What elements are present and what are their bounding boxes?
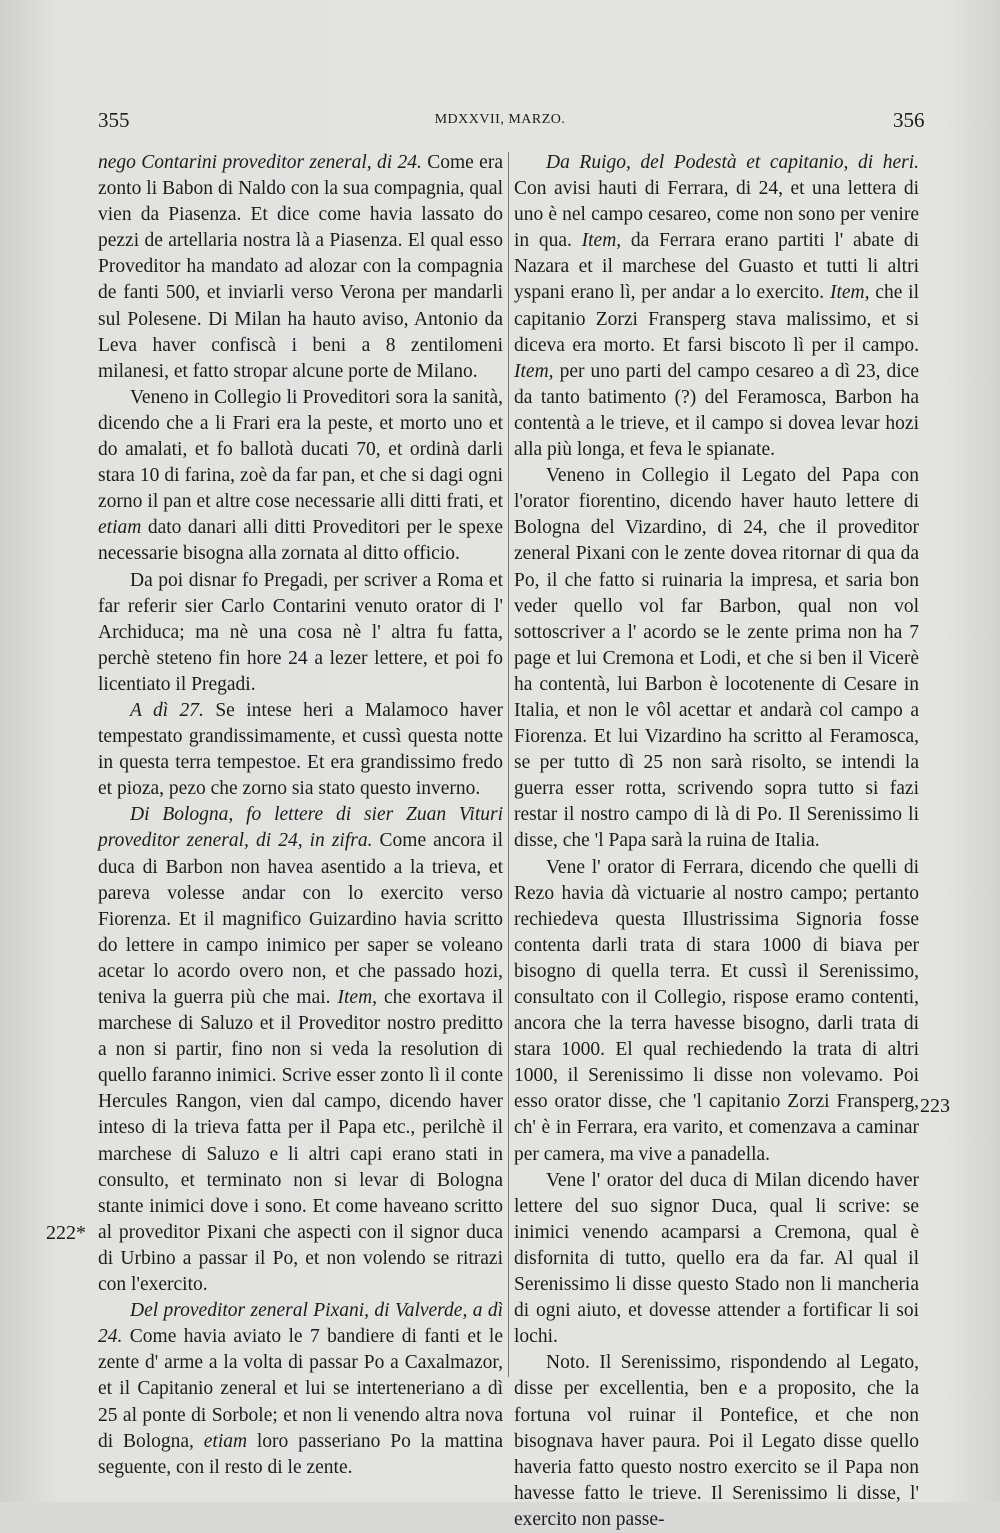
paragraph bbox=[98, 698, 503, 802]
column-divider bbox=[508, 152, 509, 1377]
left-column bbox=[98, 150, 503, 1481]
paragraph: Noto. Il Serenissimo, rispondendo al Legato, disse per excellentia, ben e a proposito, che la fortuna vol ruinar il Pontefice, et che non bisognava haver paura. Poi il Legato disse quello haveria fatto questo nostro exercito se il Papa non havesse fatto le trieve. Il Serenissimo li disse, l' exercito non passe- bbox=[514, 1352, 919, 1530]
italic-word: Item, bbox=[337, 987, 378, 1008]
italic-heading: Da Ruigo, del Podestà et capitanio, di heri. bbox=[546, 152, 919, 173]
paragraph-text: per uno parti del campo cesareo a dì 23, dice da tanto batimento (?) del Feramosca, Barbon ha contentà a le trieve, et il campo si dovea levar hozi alla più longa, et feva le spianate. bbox=[514, 360, 919, 461]
right-column bbox=[514, 150, 919, 1533]
paragraph-text: che exortava il marchese di Saluzo et il Proveditor nostro preditto a non si partir, fino non si veda la resolution di quello faranno inimici. Scrive esser zonto lì il conte Hercules Rangon, vien dal campo, dicendo haver inteso di la trieva fatta per il Papa etc., perilchè il marchese di Saluzo e li altri capi erano stati in consulto, et terminato non si levar di Bologna stante inimici dove i sono. Et come haveano scritto al proveditor Pixani che aspecti con il signor duca di Urbino a passar il Po, et non volendo se ritrazi con l'exercito. bbox=[98, 987, 503, 1296]
paragraph bbox=[98, 150, 503, 385]
running-title: MDXXVII, MARZO. bbox=[434, 112, 566, 127]
paragraph bbox=[98, 1298, 503, 1481]
italic-word: etiam bbox=[203, 1430, 248, 1452]
paragraph-text: loro passeriano Po la mattina seguente, con il resto di le zente. bbox=[98, 1430, 503, 1478]
paragraph-text: Veneno in Collegio li Proveditori sora la sanità, dicendo che a li Frari era la peste, et morto uno et do amalati, et fo ballotà ducati 70, et ordinà darli stara 10 di farina, zoè da far pan, et che si dagi ogni zorno il pan et altre cose necessarie alli ditti frati, et bbox=[98, 386, 503, 513]
paragraph: Veneno in Collegio il Legato del Papa con l'orator fiorentino, dicendo haver hauto lettere di Bologna del Vizardino, di 24, che il proveditor zeneral Pixani con le zente dovea ritornar di qua da Po, il che fatto si ruinaria la impresa, et saria bon veder quello vol far Barbon, qual non vol sottoscriver a l' acordo se le zente prima non ha 7 page et lui Cremona et Lodi, et che si ben il Vicerè ha contentà, lui Barbon è locotenente di Cesare in Italia, et non le vôl acettar et andarà col campo a Fiorenza. Et lui Vizardino ha scritto al Feramosca, se per tutto dì 25 non sarà risolto, se intendi la guerra esser rotta, scrivendo sopra tutto si fazi restar il nostro campo di là di Po. Il Serenissimo li disse, che 'l Papa sarà la ruina de Italia. bbox=[514, 465, 919, 852]
paragraph-text: Come havia aviato le 7 bandiere di fanti et le zente d' arme a la volta di passar Po a Caxalmazor, et il Capitanio zeneral et lui se interteneriano a dì 25 al ponte di Sorbole; et non li venendo altra nova di Bologna, bbox=[98, 1326, 503, 1452]
paragraph-text: Con avisi hauti di Ferrara, di 24, et una lettera di uno è nel campo cesareo, come non sono per venire in qua. bbox=[514, 178, 919, 252]
paragraph-text: Come era zonto li Babon di Naldo con la sua compagnia, qual vien da Piasenza. Et dice come havia lassato do pezzi de artellaria nostra là a Piasenza. El qual esso Proveditor ha mandato ad alozar con la compagnia de fanti 500, et inviarli verso Verona per mandarli sul Polesene. Di Milan ha hauto aviso, Antonio da Leva haver confiscà i beni a 8 zentilomeni milanesi, et fatto stropar alcune porte de Milano. bbox=[98, 152, 503, 382]
italic-heading: Di Bologna, fo lettere di sier Zuan Vituri proveditor zeneral, di 24, in zifra. bbox=[98, 804, 503, 852]
paragraph-text: Se intese heri a Malamoco haver tempestato grandissimamente, et cussì questa notte in questa terra tempestoe. Et era grandissimo fredo et pioza, pezo che zorno sia stato questo inverno. bbox=[98, 699, 503, 800]
page-header bbox=[0, 108, 1000, 138]
page-number-left: 355 bbox=[98, 108, 130, 132]
paragraph-text: dato danari alli ditti Proveditori per le spexe necessarie bisogna alla zornata al ditto officio. bbox=[98, 517, 503, 565]
italic-word: etiam bbox=[98, 517, 142, 539]
italic-heading: Del proveditor zeneral Pixani, di Valverde, a dì 24. bbox=[98, 1300, 503, 1348]
paragraph bbox=[98, 802, 503, 1298]
paragraph-text: da Ferrara erano partiti l' abate di Nazara et il marchese del Guasto et tutti li altri yspani erano lì, per andar a lo exercito. bbox=[514, 230, 919, 304]
paragraph-text: che il capitanio Zorzi Fransperg stava malissimo, et si diceva era morto. Et farsi biscoto lì per il campo. bbox=[514, 282, 919, 356]
paragraph: Da poi disnar fo Pregadi, per scriver a Roma et far referir sier Carlo Contarini venuto orator di l' Archiduca; ma nè una cosa nè l' altra fu fatta, perchè steteno fin hore 24 a lezer lettere, et poi fo licentiato il Pregadi. bbox=[98, 569, 503, 695]
paragraph bbox=[514, 150, 919, 463]
paragraph bbox=[98, 385, 503, 568]
italic-word: Item, bbox=[829, 282, 870, 304]
paragraph-text: Come ancora il duca di Barbon non havea asentido a la trieva, et pareva volesse andar con lo exercito verso Fiorenza. Et il magnifico Guizardino havia scritto do lettere in campo inimico per saper se voleano acetar lo acordo overo non, et che passado hozi, teniva la guerra più che mai. bbox=[98, 830, 504, 1008]
italic-word: Item, bbox=[581, 230, 622, 252]
paragraph: Vene l' orator del duca di Milan dicendo haver lettere del suo signor Duca, qual li scrive: se inimici venendo acamparsi a Cremona, qual è disfornita di tutto, quello era da far. Al qual il Serenissimo li disse questo Stado non li mancheria di ogni aiuto, et dovesse attender a fortificar li soi lochi. bbox=[514, 1169, 919, 1348]
margin-note-right: 223 bbox=[920, 1095, 950, 1117]
italic-word: Item, bbox=[514, 360, 554, 382]
italic-heading: A dì 27. bbox=[130, 699, 204, 721]
page-number-right: 356 bbox=[893, 108, 925, 132]
margin-note-left: 222* bbox=[46, 1222, 86, 1244]
paragraph: Vene l' orator di Ferrara, dicendo che quelli di Rezo havia dà victuarie al nostro campo; pertanto rechiedeva questa Illustrissima Signoria fosse contenta darli trata di stara 1000 di biava per bisogno di quella terra. Et cussì il Serenissimo, consultato con il Collegio, rispose eramo contenti, ancora che la terra havesse bisogno, darli trata di stara 1000. El qual rechiedendo la trata di altri 1000, il Serenissimo li disse non volevamo. Poi esso orator disse, che 'l capitanio Zorzi Fransperg, ch' è in Ferrara, era varito, et comenzava a caminar per camera, ma vive a panadella. bbox=[514, 856, 919, 1165]
italic-heading: nego Contarini proveditor zeneral, di 24. bbox=[98, 152, 422, 173]
